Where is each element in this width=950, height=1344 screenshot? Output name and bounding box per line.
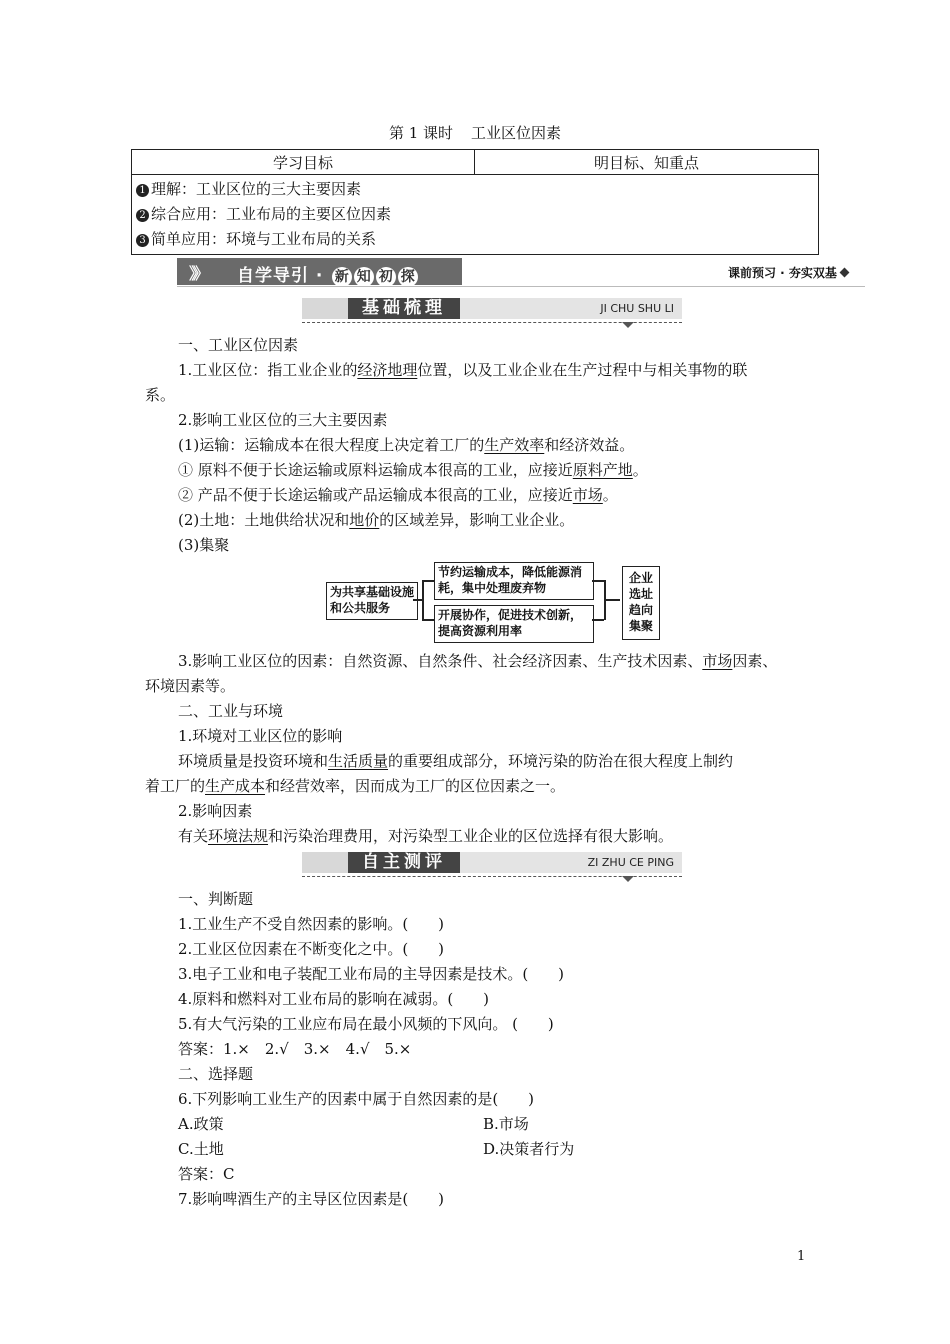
diamond-icon <box>839 268 849 278</box>
triangle-down-icon <box>622 876 634 882</box>
divider <box>177 286 865 287</box>
section-header-basics: 基础梳理 JI CHU SHU LI <box>302 298 682 319</box>
section-header-self-test: 自主测评 ZI ZHU CE PING <box>302 852 682 873</box>
paragraph-continued: 系。 <box>145 386 176 404</box>
answer: 答案：1.× 2.√ 3.× 4.√ 5.× <box>178 1040 412 1058</box>
paragraph: 1.环境对工业区位的影响 <box>178 727 343 745</box>
option-b: B.市场 <box>483 1115 529 1133</box>
lesson-title: 第 1 课时 工业区位因素 <box>388 124 562 142</box>
triangle-down-icon <box>622 322 634 328</box>
heading-multiple-choice: 二、选择题 <box>178 1065 254 1083</box>
number-badge: 3 <box>136 234 149 247</box>
page-number: 1 <box>797 1249 806 1264</box>
table-header-objectives: 学习目标 <box>132 150 475 175</box>
chevron-icon: 》》 <box>189 264 206 283</box>
paragraph: (2)土地：土地供给状况和地价的区域差异，影响工业企业。 <box>178 511 575 529</box>
question: 4.原料和燃料对工业布局的影响在减弱。( ) <box>178 990 490 1008</box>
paragraph-continued: 着工厂的生产成本和经营效率，因而成为工厂的区位因素之一。 <box>145 777 566 795</box>
paragraph: 有关环境法规和污染治理费用，对污染型工业企业的区位选择有很大影响。 <box>178 827 674 845</box>
objectives-table <box>131 149 819 255</box>
option-d: D.决策者行为 <box>483 1140 575 1158</box>
question: 2.工业区位因素在不断变化之中。( ) <box>178 940 445 958</box>
objective-item: 3 简单应用：环境与工业布局的关系 <box>136 227 814 252</box>
paragraph: 2.影响工业区位的三大主要因素 <box>178 411 388 429</box>
objective-item: 1 理解：工业区位的三大主要因素 <box>136 177 814 202</box>
question: 5.有大气污染的工业应布局在最小风频的下风向。 ( ) <box>178 1015 554 1033</box>
paragraph: (3)集聚 <box>178 536 230 554</box>
heading-industry-location: 一、工业区位因素 <box>178 336 299 354</box>
question: 7.影响啤酒生产的主导区位因素是( ) <box>178 1190 445 1208</box>
diagram-box-cost-saving: 节约运输成本，降低能源消耗，集中处理废弃物 <box>434 562 594 600</box>
question: 6.下列影响工业生产的因素中属于自然因素的是( ) <box>178 1090 535 1108</box>
objective-item: 2 综合应用：工业布局的主要区位因素 <box>136 202 814 227</box>
heading-industry-environment: 二、工业与环境 <box>178 702 284 720</box>
banner-right-label: 课前预习 · 夯实双基 <box>728 264 848 281</box>
option-a: A.政策 <box>178 1115 224 1133</box>
question: 3.电子工业和电子装配工业布局的主导因素是技术。( ) <box>178 965 565 983</box>
diagram-box-cooperation: 开展协作，促进技术创新，提高资源利用率 <box>434 605 594 643</box>
number-badge: 1 <box>136 184 149 197</box>
diagram-box-shared-infrastructure: 为共享基础设施和公共服务 <box>326 582 418 620</box>
paragraph: 2.影响因素 <box>178 802 253 820</box>
paragraph-continued: 环境因素等。 <box>145 677 236 695</box>
table-header-focus: 明目标、知重点 <box>475 150 819 175</box>
paragraph: 1.工业区位：指工业企业的经济地理位置，以及工业企业在生产过程中与相关事物的联 <box>178 361 748 379</box>
paragraph: 3.影响工业区位的因素：自然资源、自然条件、社会经济因素、生产技术因素、市场因素、 <box>178 652 778 670</box>
question: 1.工业生产不受自然因素的影响。( ) <box>178 915 445 933</box>
diagram-box-agglomeration: 企业选址趋向集聚 <box>622 566 660 640</box>
option-c: C.土地 <box>178 1140 224 1158</box>
number-badge: 2 <box>136 209 149 222</box>
section-banner: 》》 自学导引 · 新 知 初 探 <box>177 258 462 285</box>
paragraph: 环境质量是投资环境和生活质量的重要组成部分，环境污染的防治在很大程度上制约 <box>178 752 734 770</box>
paragraph: (1)运输：运输成本在很大程度上决定着工厂的生产效率和经济效益。 <box>178 436 635 454</box>
paragraph: ① 原料不便于长途运输或原料运输成本很高的工业，应接近原料产地。 <box>178 461 648 479</box>
heading-true-false: 一、判断题 <box>178 890 254 908</box>
answer: 答案：C <box>178 1165 235 1183</box>
paragraph: ② 产品不便于长途运输或产品运输成本很高的工业，应接近市场。 <box>178 486 618 504</box>
